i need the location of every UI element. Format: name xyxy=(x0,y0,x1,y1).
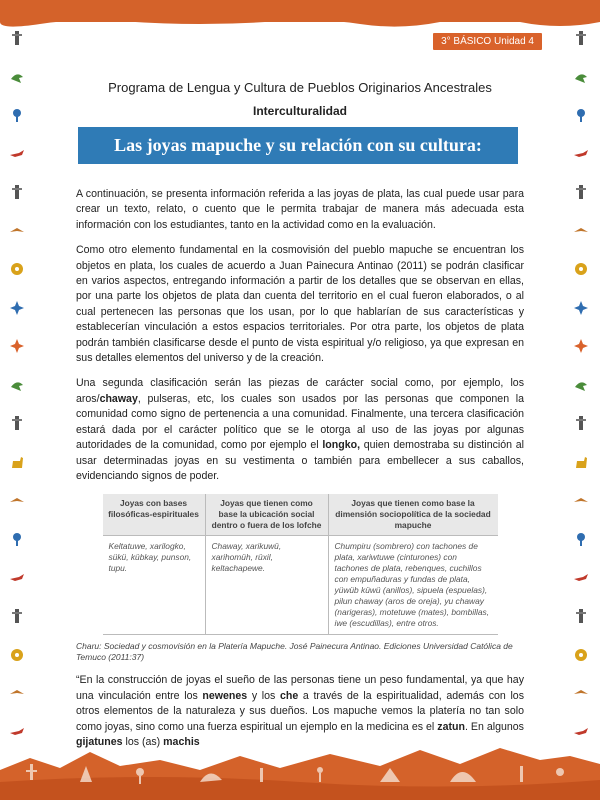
term-zatun: zatun xyxy=(437,720,465,733)
tribal-figure-icon xyxy=(9,30,25,46)
star-icon xyxy=(573,300,589,316)
condor-icon xyxy=(9,685,25,701)
condor-icon xyxy=(9,223,25,239)
section-banner xyxy=(78,127,518,164)
flower-icon xyxy=(9,261,25,277)
condor-icon xyxy=(573,685,589,701)
table-header-row xyxy=(103,494,498,536)
flower-icon xyxy=(573,647,589,663)
subject-title: Interculturalidad xyxy=(252,104,347,118)
table-header: Joyas con bases filosóficas-espirituales xyxy=(103,494,206,536)
tribal-figure-icon xyxy=(9,184,25,200)
guanaco-icon xyxy=(9,454,25,470)
right-decorative-border xyxy=(568,30,594,740)
banner-title: Las joyas mapuche y su relación con su cultura: xyxy=(114,135,482,155)
fox-icon xyxy=(573,146,589,162)
table-cell: Chumpiru (sombrero) con tachones de plata, xariwtuwe (cinturones) con tachones de plata, rebenques, cuchillos con empuñaduras y fundas de plata, yüwüb küwü (anillos), sipuela (espuelas), pilun chaway (aros de oreja), yu chaway (narigeras), motetuwe (mates), bombillas, iwe (escudillas), entre otros. xyxy=(328,536,498,635)
left-decorative-border xyxy=(4,30,30,740)
classification-paragraph: Como otro elemento fundamental en la cosmovisión del pueblo mapuche se encuentran los objetos en plata, los cuales de acuerdo a Juan Painecura Antinao (2011) se podrán clasificar en varios aspectos, entregando información a partir de los detalles que se observan en ellas, por una parte los objetos de plata dan cuenta del territorio en el cual fueron elaborados, o al cual pertenecen las personas que los usan, por lo que hablarían de sus características y establecerían vinculación a estos espacios territoriales. Por otra parte, los objetos de plata podrán también clasificarse desde el punto de vista espiritual y/o religioso, ya que expresan en sus detalles elementos del universo y de la creación. xyxy=(76,244,524,365)
star-icon xyxy=(573,338,589,354)
program-title: Programa de Lengua y Cultura de Pueblos Originarios Ancestrales xyxy=(108,80,492,95)
jewelry-classification-table xyxy=(103,494,498,635)
text-span: a través de la espiritualidad, además con los otros elementos de la naturaleza y sus dueños. Los mapuche vemos la platería no tan solo como joyas, sino como una fuerza espiritual un ejemplo en la medicina es el xyxy=(76,689,524,733)
term-longko: longko, xyxy=(322,439,361,452)
table-caption: Charu: Sociedad y cosmovisión en la Platería Mapuche. José Painecura Antinao. Ediciones Universidad Católica de Temuco (2011:37) xyxy=(76,641,513,663)
tribal-figure-icon xyxy=(573,608,589,624)
term-chaway: chaway xyxy=(99,392,138,405)
rhea-icon xyxy=(9,531,25,547)
guanaco-icon xyxy=(573,454,589,470)
text-span: y los xyxy=(247,689,280,702)
table-header: Joyas que tienen como base la dimensión sociopolítica de la sociedad mapuche xyxy=(328,494,498,536)
top-decorative-band xyxy=(0,0,600,22)
top-wave-decoration xyxy=(0,16,600,30)
bird-icon xyxy=(9,377,25,393)
table-header: Joyas que tienen como base la ubicación social dentro o fuera de los lofche xyxy=(205,494,328,536)
social-political-paragraph xyxy=(76,376,524,484)
term-machis: machis xyxy=(163,735,200,748)
bird-icon xyxy=(573,377,589,393)
star-icon xyxy=(9,300,25,316)
star-icon xyxy=(9,338,25,354)
table-cell: Keltatuwe, xarilogko, sükü, kübkay, punson, tupu. xyxy=(103,536,206,635)
condor-icon xyxy=(9,493,25,509)
flower-icon xyxy=(9,647,25,663)
fox-icon xyxy=(9,570,25,586)
unit-badge: 3° BÁSICO Unidad 4 xyxy=(433,33,542,50)
condor-icon xyxy=(573,223,589,239)
text-span: los (as) xyxy=(122,735,164,748)
text-span: , pulseras, etc, los cuales son usados por las personas que componen la comunidad como signo de pertenencia a una comunidad. Finalmente, una tercera clasificación estará dada por el carácter político que se le otorga al uso de las joyas por algunas autoridades de la comunidad, como por ejemplo el xyxy=(76,392,524,452)
tribal-figure-icon xyxy=(573,30,589,46)
tribal-figure-icon xyxy=(573,415,589,431)
intro-paragraph: A continuación, se presenta información referida a las joyas de plata, las cual puede usar para crear un texto, relato, o cuento que le permita trabajar de manera más adecuada esta información con los estudiantes, tanto en la actividad como en la evaluación. xyxy=(76,188,524,231)
table-row xyxy=(103,536,498,635)
tribal-figure-icon xyxy=(9,608,25,624)
text-span: Una segunda clasificación serán las piezas de carácter social como, por ejemplo, los aros/ xyxy=(76,377,524,405)
main-content xyxy=(76,187,524,760)
term-che: che xyxy=(280,689,299,702)
text-span: . En algunos xyxy=(464,720,524,733)
footer-landscape-illustration xyxy=(0,730,600,800)
rhea-icon xyxy=(573,531,589,547)
term-gijatunes: gijatunes xyxy=(76,735,123,748)
term-newenes: newenes xyxy=(202,689,248,702)
fox-icon xyxy=(9,146,25,162)
text-span: quien demostraba su distinción al usar determinadas joyas en su vestimenta o también para embellecer a sus caballos, evidenciando signos de poder. xyxy=(76,439,524,482)
text-span: “En la construcción de joyas el sueño de las personas tiene un peso fundamental, ya que hay una vinculación entre los xyxy=(76,674,524,702)
tribal-figure-icon xyxy=(573,184,589,200)
tribal-figure-icon xyxy=(9,415,25,431)
flower-icon xyxy=(573,261,589,277)
table-cell: Chaway, xarikuwü, xarihomüh, rüxil, keltachapewe. xyxy=(205,536,328,635)
fox-icon xyxy=(573,570,589,586)
condor-icon xyxy=(573,493,589,509)
